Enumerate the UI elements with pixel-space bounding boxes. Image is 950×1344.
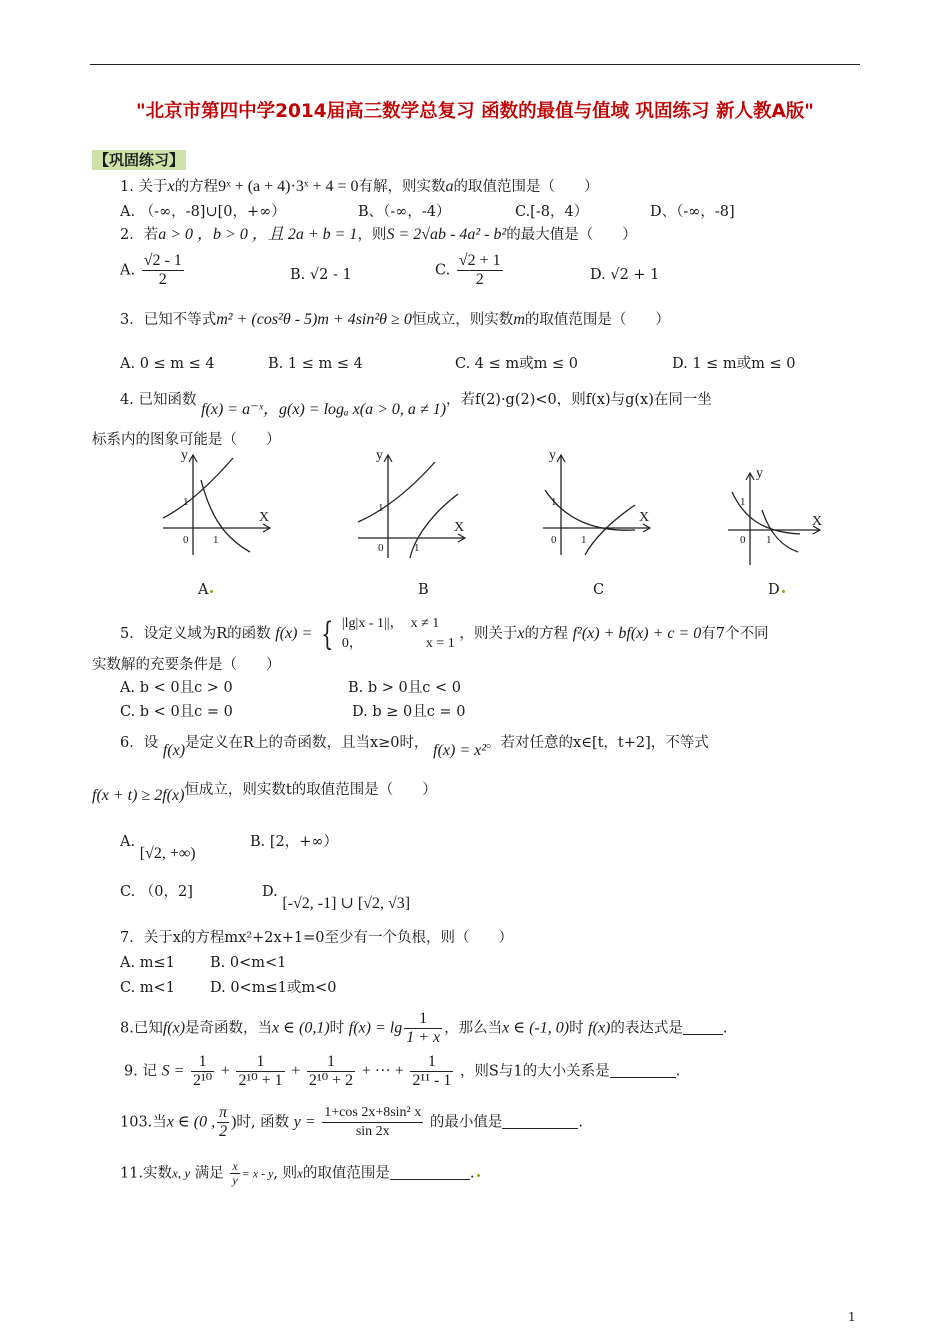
question-1: 1. 关于x的方程9ˣ + (a + 4)·3ˣ + 4 = 0有解，则实数a的取值范围是（ ） <box>120 178 599 195</box>
q1-option-b: B、（-∞，-4） <box>358 204 451 220</box>
graph-d: y X 1 0 1 <box>720 470 830 570</box>
answer-blank <box>610 1063 676 1078</box>
q3-option-d: D. 1 ≤ m或m ≤ 0 <box>672 356 796 372</box>
graph-c: y X 1 0 1 <box>535 450 665 560</box>
q3-option-a: A. 0 ≤ m ≤ 4 <box>120 356 215 372</box>
q2-option-b: B. √2 - 1 <box>290 267 352 283</box>
q7-option-c: C. m<1 <box>120 980 175 996</box>
q5-option-a: A. b < 0且c > 0 <box>120 680 233 696</box>
q6-option-c: C. （0，2] <box>120 884 193 900</box>
question-3: 3．已知不等式m² + (cos²θ - 5)m + 4sin²θ ≥ 0恒成立，则实数m的取值范围是（ ） <box>120 311 670 328</box>
question-4-line-2: 标系内的图象可能是（ ） <box>92 432 281 448</box>
q6-option-d: D. [-√2, -1] ∪ [√2, √3] <box>262 884 411 912</box>
graph-label-b: B <box>418 582 429 598</box>
question-6: 6．设 f(x)是定义在R上的奇函数，且当x≥0时， f(x) = x²。若对任意的x∈[t，t+2]，不等式 <box>120 735 709 759</box>
q3-option-b: B. 1 ≤ m ≤ 4 <box>268 356 363 372</box>
section-label: 【巩固练习】 <box>94 151 185 169</box>
q7-option-a: A. m≤1 <box>120 955 175 971</box>
q7-option-d: D. 0<m≤1或m<0 <box>210 980 337 996</box>
question-2: 2．若a > 0 ，b > 0 ，且 2a + b = 1，则S = 2√ab - 4a² - b²的最大值是（ ） <box>120 226 637 243</box>
q1-option-c: C.[-8，4） <box>515 204 589 220</box>
q3-option-c: C. 4 ≤ m或m ≤ 0 <box>455 356 578 372</box>
q5-option-c: C. b < 0且c = 0 <box>120 704 233 720</box>
page-number: 1 <box>848 1310 856 1324</box>
top-rule <box>90 64 860 65</box>
question-11: 11.实数x, y 满足 $\frac{x}{y}$ = x - y, 则x的取值范围是 . <box>120 1160 480 1187</box>
graph-a: y X 1 0 1 <box>155 450 285 560</box>
answer-blank <box>390 1165 470 1180</box>
q6-option-b: B. [2，+∞） <box>250 834 338 850</box>
answer-blank <box>502 1114 578 1129</box>
question-5: 5．设定义域为R的函数 f(x) = { |lg|x - 1||， x ≠ 1 0， x = 1 ，则关于x的方程 f²(x) + bf(x) + c = 0有7个不同 <box>120 615 769 653</box>
question-6-line-2: f(x + t) ≥ 2f(x)恒成立，则实数t的取值范围是（ ） <box>92 782 437 804</box>
question-10: 103.当x ∈ (0 , $\frac{\pi}{2}$ )时, 函数 y = $\frac{\text{1+cos 2x+8sin² x}}{\sin 2x}$ 的最小值是 . <box>120 1104 583 1140</box>
graph-label-a: A <box>198 580 213 600</box>
question-8: 8.已知f(x)是奇函数，当x ∈ (0,1)时 f(x) = lg $\frac{1}{1 + x}$ ，那么当x ∈ (-1, 0)时 f(x)的表达式是 . <box>120 1010 728 1046</box>
q1-option-d: D、（-∞，-8] <box>650 204 735 220</box>
question-4: 4. 已知函数 f(x) = a⁻ˣ，g(x) = logₐ x(a > 0, a ≠ 1)，若f(2)·g(2)<0，则f(x)与g(x)在同一坐 <box>120 392 712 418</box>
graph-b: y X 1 0 1 <box>350 450 480 560</box>
q6-option-a: A. [√2, +∞) <box>120 834 196 862</box>
question-9: 9. 记 S = $\frac{1}{\text{2¹⁰}}$ + $\frac{1}{\text{2¹⁰ + 1}}$ + $\frac{1}{\text{2¹⁰ + 2}}$ + ··· + $\frac{1}{\text{2¹¹ - 1}}$ ，则S与1的大小关系是 . <box>124 1053 681 1089</box>
graph-label-c: C <box>593 582 605 598</box>
question-5-line-2: 实数解的充要条件是（ ） <box>92 657 281 673</box>
q5-option-b: B. b > 0且c < 0 <box>348 680 461 696</box>
q5-option-d: D. b ≥ 0且c = 0 <box>352 704 466 720</box>
page-title: "北京市第四中学2014届高三数学总复习 函数的最值与值域 巩固练习 新人教A版" <box>136 101 814 122</box>
graph-label-d: D <box>768 580 785 600</box>
q2-option-c: C. $\frac{√2 + 1}{2}$ <box>435 252 501 288</box>
q2-option-a: A. $\frac{√2 - 1}{2}$ <box>120 252 182 288</box>
q7-option-b: B. 0<m<1 <box>210 955 287 971</box>
q2-option-d: D. √2 + 1 <box>590 267 660 283</box>
answer-blank <box>683 1020 723 1035</box>
q1-option-a: A. （-∞，-8]∪[0，+∞） <box>120 204 286 220</box>
question-7: 7．关于x的方程mx²+2x+1=0至少有一个负根，则（ ） <box>120 930 513 946</box>
